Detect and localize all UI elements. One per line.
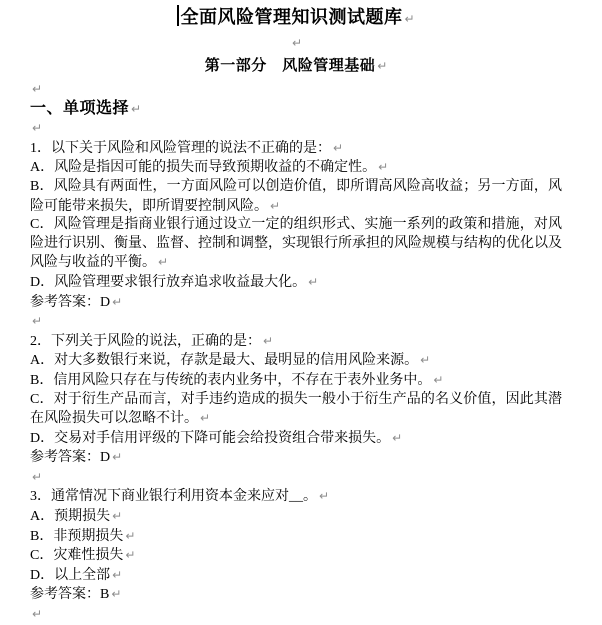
empty-line [30, 468, 562, 488]
pilcrow-mark: ↵ [420, 353, 431, 368]
pilcrow-mark: ↵ [112, 294, 123, 309]
option-text: B．风险具有两面性，一方面风险可以创造价值，即所谓高风险高收益；另一方面，风险可能带来损失，即所谓要控制风险。 [30, 178, 562, 214]
option-d [30, 566, 562, 586]
section-heading: 第一部分 风险管理基础 [204, 58, 376, 74]
question-stem [30, 487, 562, 507]
pilcrow-mark: ↵ [378, 160, 389, 175]
pilcrow-mark: ↵ [125, 548, 136, 563]
question-stem-text: 1．以下关于风险和风险管理的说法不正确的是： [30, 140, 331, 156]
reference-answer [30, 585, 562, 605]
pilcrow-mark: ↵ [158, 255, 169, 270]
option-text: B．非预期损失 [30, 528, 124, 544]
option-a [30, 351, 562, 371]
option-d [30, 429, 562, 449]
pilcrow-mark: ↵ [32, 314, 43, 329]
question-stem-text: 3．通常情况下商业银行利用资本金来应对__。 [30, 489, 317, 505]
pilcrow-mark: ↵ [125, 528, 136, 543]
pilcrow-mark: ↵ [433, 372, 444, 387]
pilcrow-mark: ↵ [308, 274, 319, 289]
question-block-2 [30, 332, 562, 468]
question-stem [30, 332, 562, 352]
question-stem [30, 139, 562, 159]
option-a [30, 158, 562, 178]
pilcrow-mark: ↵ [32, 469, 43, 484]
empty-line [30, 80, 562, 100]
pilcrow-mark: ↵ [319, 489, 330, 504]
pilcrow-mark: ↵ [131, 101, 142, 116]
pilcrow-mark: ↵ [404, 12, 415, 26]
pilcrow-mark: ↵ [291, 36, 303, 50]
option-text: D．交易对手信用评级的下降可能会给投资组合带来损失。 [30, 430, 391, 446]
option-b [30, 371, 562, 391]
empty-line [30, 34, 562, 53]
pilcrow-mark: ↵ [32, 607, 43, 622]
option-text: D．风险管理要求银行放弃追求收益最大化。 [30, 274, 307, 290]
option-c [30, 216, 562, 273]
section-heading-line [30, 53, 562, 80]
option-text: A．风险是指因可能的损失而导致预期收益的不确定性。 [30, 160, 377, 176]
category-heading: 一、单项选择 [30, 99, 130, 117]
option-text: B．信用风险只存在与传统的表内业务中，不存在于表外业务中。 [30, 372, 432, 388]
option-text: A．预期损失 [30, 509, 111, 525]
option-c [30, 391, 562, 429]
reference-answer [30, 293, 562, 313]
pilcrow-mark: ↵ [333, 140, 344, 155]
question-block-1 [30, 139, 562, 312]
empty-line [30, 312, 562, 332]
empty-line [30, 119, 562, 139]
pilcrow-mark: ↵ [32, 121, 43, 136]
category-heading-line [30, 100, 562, 120]
document-title: 全面风险管理知识测试题库 [180, 7, 403, 27]
option-c [30, 546, 562, 566]
pilcrow-mark: ↵ [112, 450, 123, 465]
option-text: D．以上全部 [30, 567, 111, 583]
question-stem-text: 2．下列关于风险的说法，正确的是： [30, 333, 261, 349]
pilcrow-mark: ↵ [112, 567, 123, 582]
pilcrow-mark: ↵ [200, 411, 211, 426]
pilcrow-mark: ↵ [32, 82, 43, 96]
option-a [30, 507, 562, 527]
answer-text: 参考答案：D [30, 294, 111, 310]
option-d [30, 273, 562, 293]
option-text: C．灾难性损失 [30, 548, 124, 564]
answer-text: 参考答案：B [30, 587, 110, 603]
question-block-3 [30, 487, 562, 605]
pilcrow-mark: ↵ [112, 509, 123, 524]
answer-text: 参考答案：D [30, 450, 111, 466]
option-text: C．对于衍生产品而言，对手违约造成的损失一般小于衍生产品的名义价值，因此其潜在风险损失可以忽略不计。 [30, 391, 562, 427]
title-line [30, 3, 562, 34]
pilcrow-mark: ↵ [263, 333, 274, 348]
option-text: A．对大多数银行来说，存款是最大、最明显的信用风险来源。 [30, 353, 419, 369]
option-b [30, 527, 562, 547]
pilcrow-mark: ↵ [270, 198, 281, 213]
option-b [30, 178, 562, 216]
pilcrow-mark: ↵ [392, 430, 403, 445]
empty-line-clipped [30, 605, 562, 625]
reference-answer [30, 448, 562, 468]
pilcrow-mark: ↵ [377, 59, 388, 73]
option-text: C．风险管理是指商业银行通过设立一定的组织形式、实施一系列的政策和措施，对风险进行识别、衡量、监督、控制和调整，实现银行所承担的风险规模与结构的优化以及风险与收益的平衡。 [30, 217, 562, 271]
pilcrow-mark: ↵ [111, 587, 122, 602]
